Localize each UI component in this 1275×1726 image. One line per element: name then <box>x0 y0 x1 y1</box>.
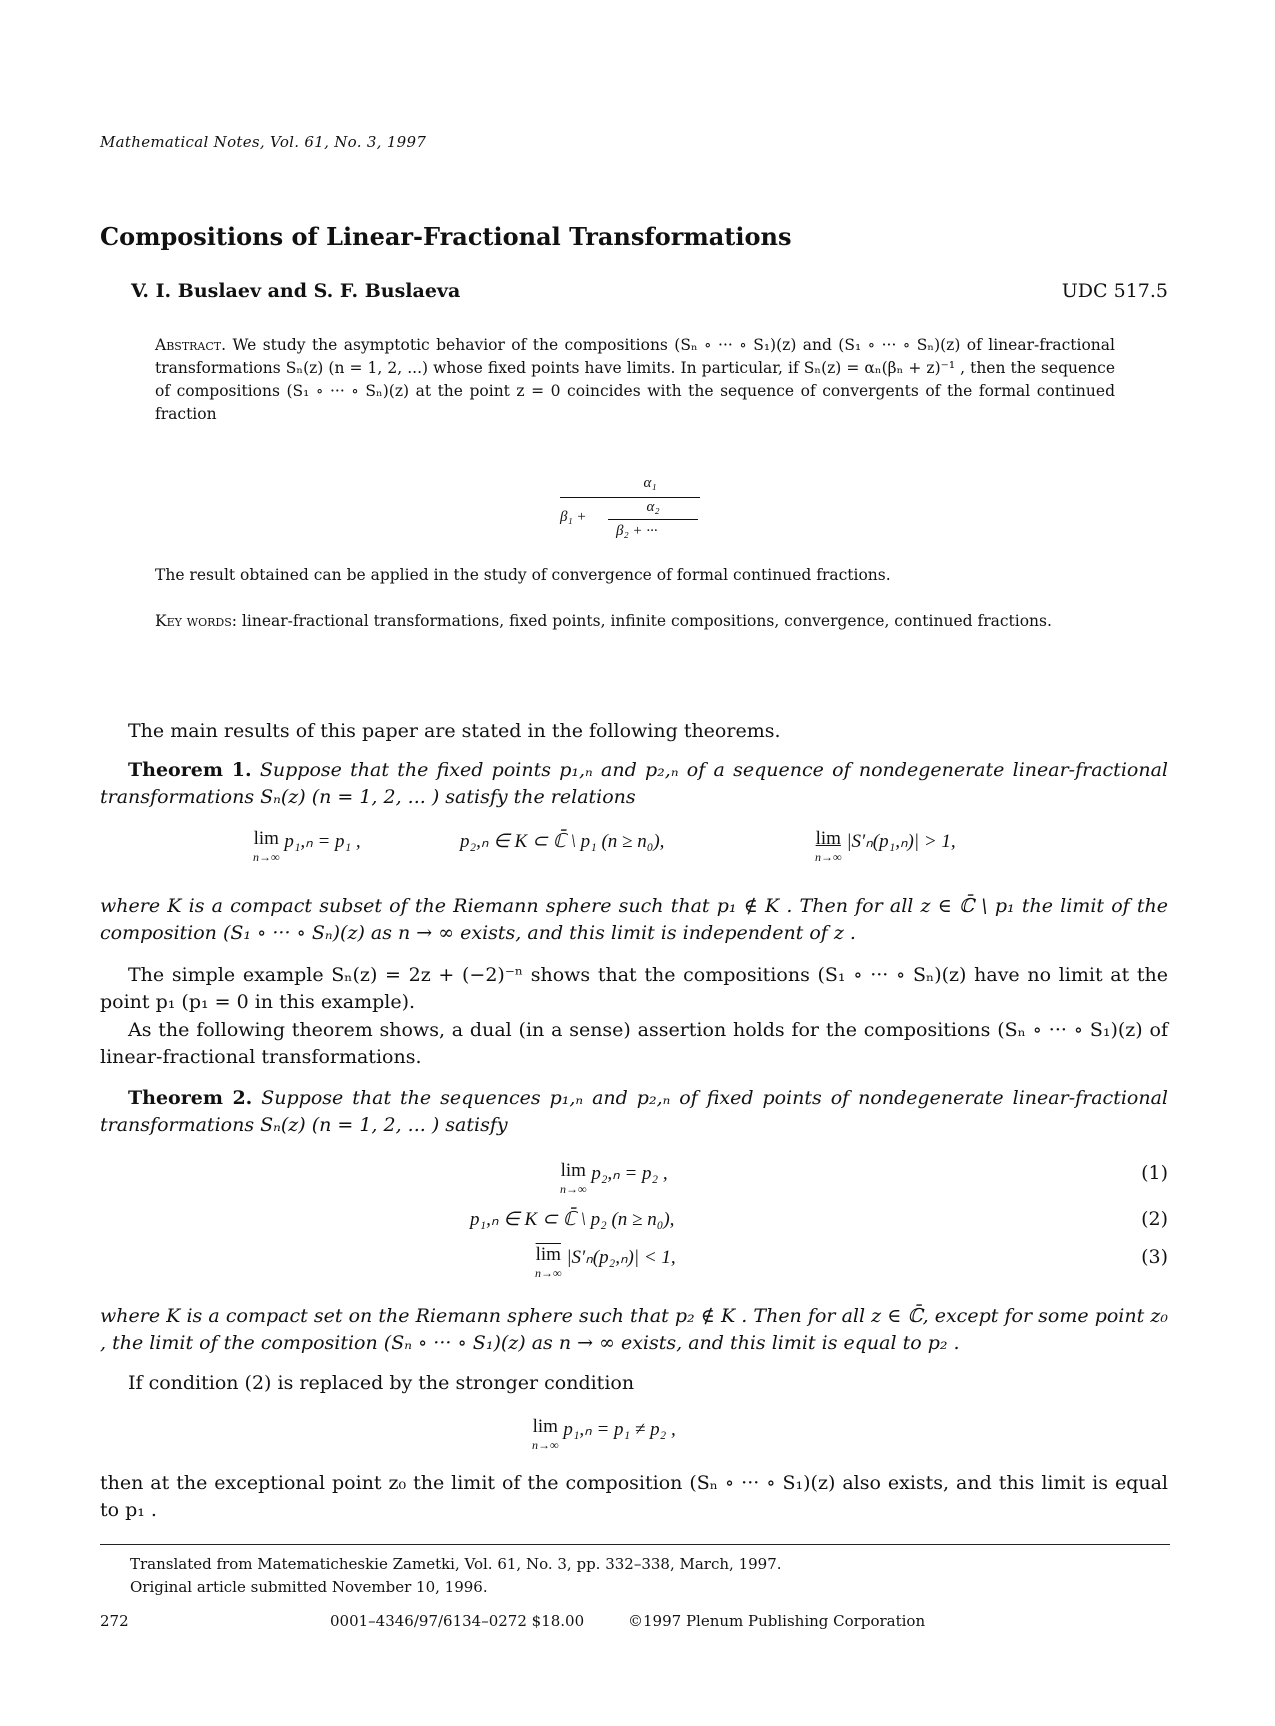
udc-code: UDC 517.5 <box>1061 280 1168 302</box>
theorem-2 <box>100 1085 1168 1139</box>
intro-paragraph: The main results of this paper are stated in the following theorems. <box>128 720 781 742</box>
condition-paragraph: If condition (2) is replaced by the stronger condition <box>128 1372 635 1394</box>
cf-bar-1 <box>560 497 700 498</box>
journal-header: Mathematical Notes, Vol. 61, No. 3, 1997 <box>100 133 427 151</box>
example-paragraph: The simple example Sₙ(z) = 2z + (−2)⁻ⁿ shows that the compositions (S₁ ∘ ··· ∘ Sₙ)(z) have no limit at the point p₁ (p₁ = 0 in this example). <box>100 964 1168 1013</box>
equation-1: lim n→∞ p₂,ₙ = p₂ , <box>560 1160 668 1196</box>
abstract-label: Abstract. <box>155 336 227 354</box>
footnote-translated: Translated from Matematicheskie Zametki, Vol. 61, No. 3, pp. 332–338, March, 1997. <box>130 1555 782 1573</box>
cf-numerator: α₁ <box>643 475 657 491</box>
theorem-1-equation <box>253 830 361 866</box>
copyright: ©1997 Plenum Publishing Corporation <box>628 1612 926 1630</box>
theorem-2-conclusion: where K is a compact set on the Riemann sphere such that p₂ ∉ K . Then for all z ∈ ℂ̄, except for some point z₀ , the limit of the composition (Sₙ ∘ ··· ∘ S₁)(z) as n → ∞ exists, and this limit is equal to p₂ . <box>100 1305 1168 1354</box>
footnote-rule <box>100 1544 1170 1545</box>
cf-denominator: β₂ + ··· <box>616 523 658 539</box>
equation-3-number: (3) <box>1141 1246 1168 1268</box>
dual-paragraph: As the following theorem shows, a dual (in a sense) assertion holds for the compositions (Sₙ ∘ ··· ∘ S₁)(z) of linear-fractional transformations. <box>100 1019 1168 1068</box>
keywords-text: linear-fractional transformations, fixed points, infinite compositions, convergence, continued fractions. <box>241 612 1052 630</box>
equation-3: $\overline{lim}$ n→∞ |S′ₙ(p₂,ₙ)| < 1, <box>535 1244 676 1280</box>
liminf-operator: lim n→∞ <box>815 828 842 864</box>
theorem-1-heading: Theorem 1. <box>128 759 252 781</box>
keywords-label: Key words: <box>155 612 237 630</box>
cf-inner-numerator: α₂ <box>646 499 660 515</box>
page-number: 272 <box>100 1612 129 1630</box>
equation-2-number: (2) <box>1141 1208 1168 1230</box>
theorem-1-conclusion: where K is a compact subset of the Riemann sphere such that p₁ ∉ K . Then for all z ∈ ℂ̄ \ p₁ the limit of the composition (S₁ ∘ ··· ∘ Sₙ)(z) as n → ∞ exists, and this limit is independent of z . <box>100 895 1168 944</box>
equation-1-number: (1) <box>1141 1162 1168 1184</box>
footnote-submitted: Original article submitted November 10, 1996. <box>130 1578 488 1596</box>
abstract <box>155 334 1115 426</box>
eq-derivative-limit: lim n→∞ |S′ₙ(p₁,ₙ)| > 1, <box>815 828 956 864</box>
eq-p1-limit: p₁,ₙ = p₁ , <box>284 831 361 852</box>
continued-fraction <box>560 475 700 545</box>
cf-beta1: β₁ + <box>560 509 587 525</box>
theorem-2-heading: Theorem 2. <box>128 1087 253 1109</box>
final-paragraph: then at the exceptional point z₀ the limit of the composition (Sₙ ∘ ··· ∘ S₁)(z) also exists, and this limit is equal to p₁ . <box>100 1472 1168 1521</box>
abstract-text: We study the asymptotic behavior of the compositions (Sₙ ∘ ··· ∘ S₁)(z) and (S₁ ∘ ··· ∘ Sₙ)(z) of linear-fractional transformations Sₙ(z) (n = 1, 2, ...) whose fixed points have limits. In particular, if Sₙ(z) = αₙ(βₙ + z)⁻¹ , then the sequence of compositions (S₁ ∘ ··· ∘ Sₙ)(z) at the point z = 0 coincides with the sequence of convergents of the formal continued fraction <box>155 336 1115 423</box>
theorem-2-text: Suppose that the sequences p₁,ₙ and p₂,ₙ of fixed points of nondegenerate linear-fractional transformations Sₙ(z) (n = 1, 2, ... ) satisfy <box>100 1087 1168 1136</box>
theorem-1-text: Suppose that the fixed points p₁,ₙ and p₂,ₙ of a sequence of nondegenerate linear-fractional transformations Sₙ(z) (n = 1, 2, ... ) satisfy the relations <box>100 759 1168 808</box>
paper-title: Compositions of Linear-Fractional Transformations <box>100 222 792 251</box>
abstract-result: The result obtained can be applied in the study of convergence of formal continued fractions. <box>155 566 891 584</box>
authors: V. I. Buslaev and S. F. Buslaeva <box>131 280 461 302</box>
issn-price: 0001–4346/97/6134–0272 $18.00 <box>330 1612 585 1630</box>
equation-2: p₁,ₙ ∈ K ⊂ ℂ̄ \ p₂ (n ≥ n₀), <box>470 1209 675 1230</box>
cf-bar-2 <box>608 519 698 520</box>
keywords <box>155 610 1115 633</box>
theorem-1 <box>100 757 1168 811</box>
eq-p2-in-k: p₂,ₙ ∈ K ⊂ ℂ̄ \ p₁ (n ≥ n₀), <box>460 831 665 852</box>
equation-4: lim n→∞ p₁,ₙ = p₁ ≠ p₂ , <box>532 1416 676 1452</box>
lim-operator: lim n→∞ <box>253 828 280 864</box>
